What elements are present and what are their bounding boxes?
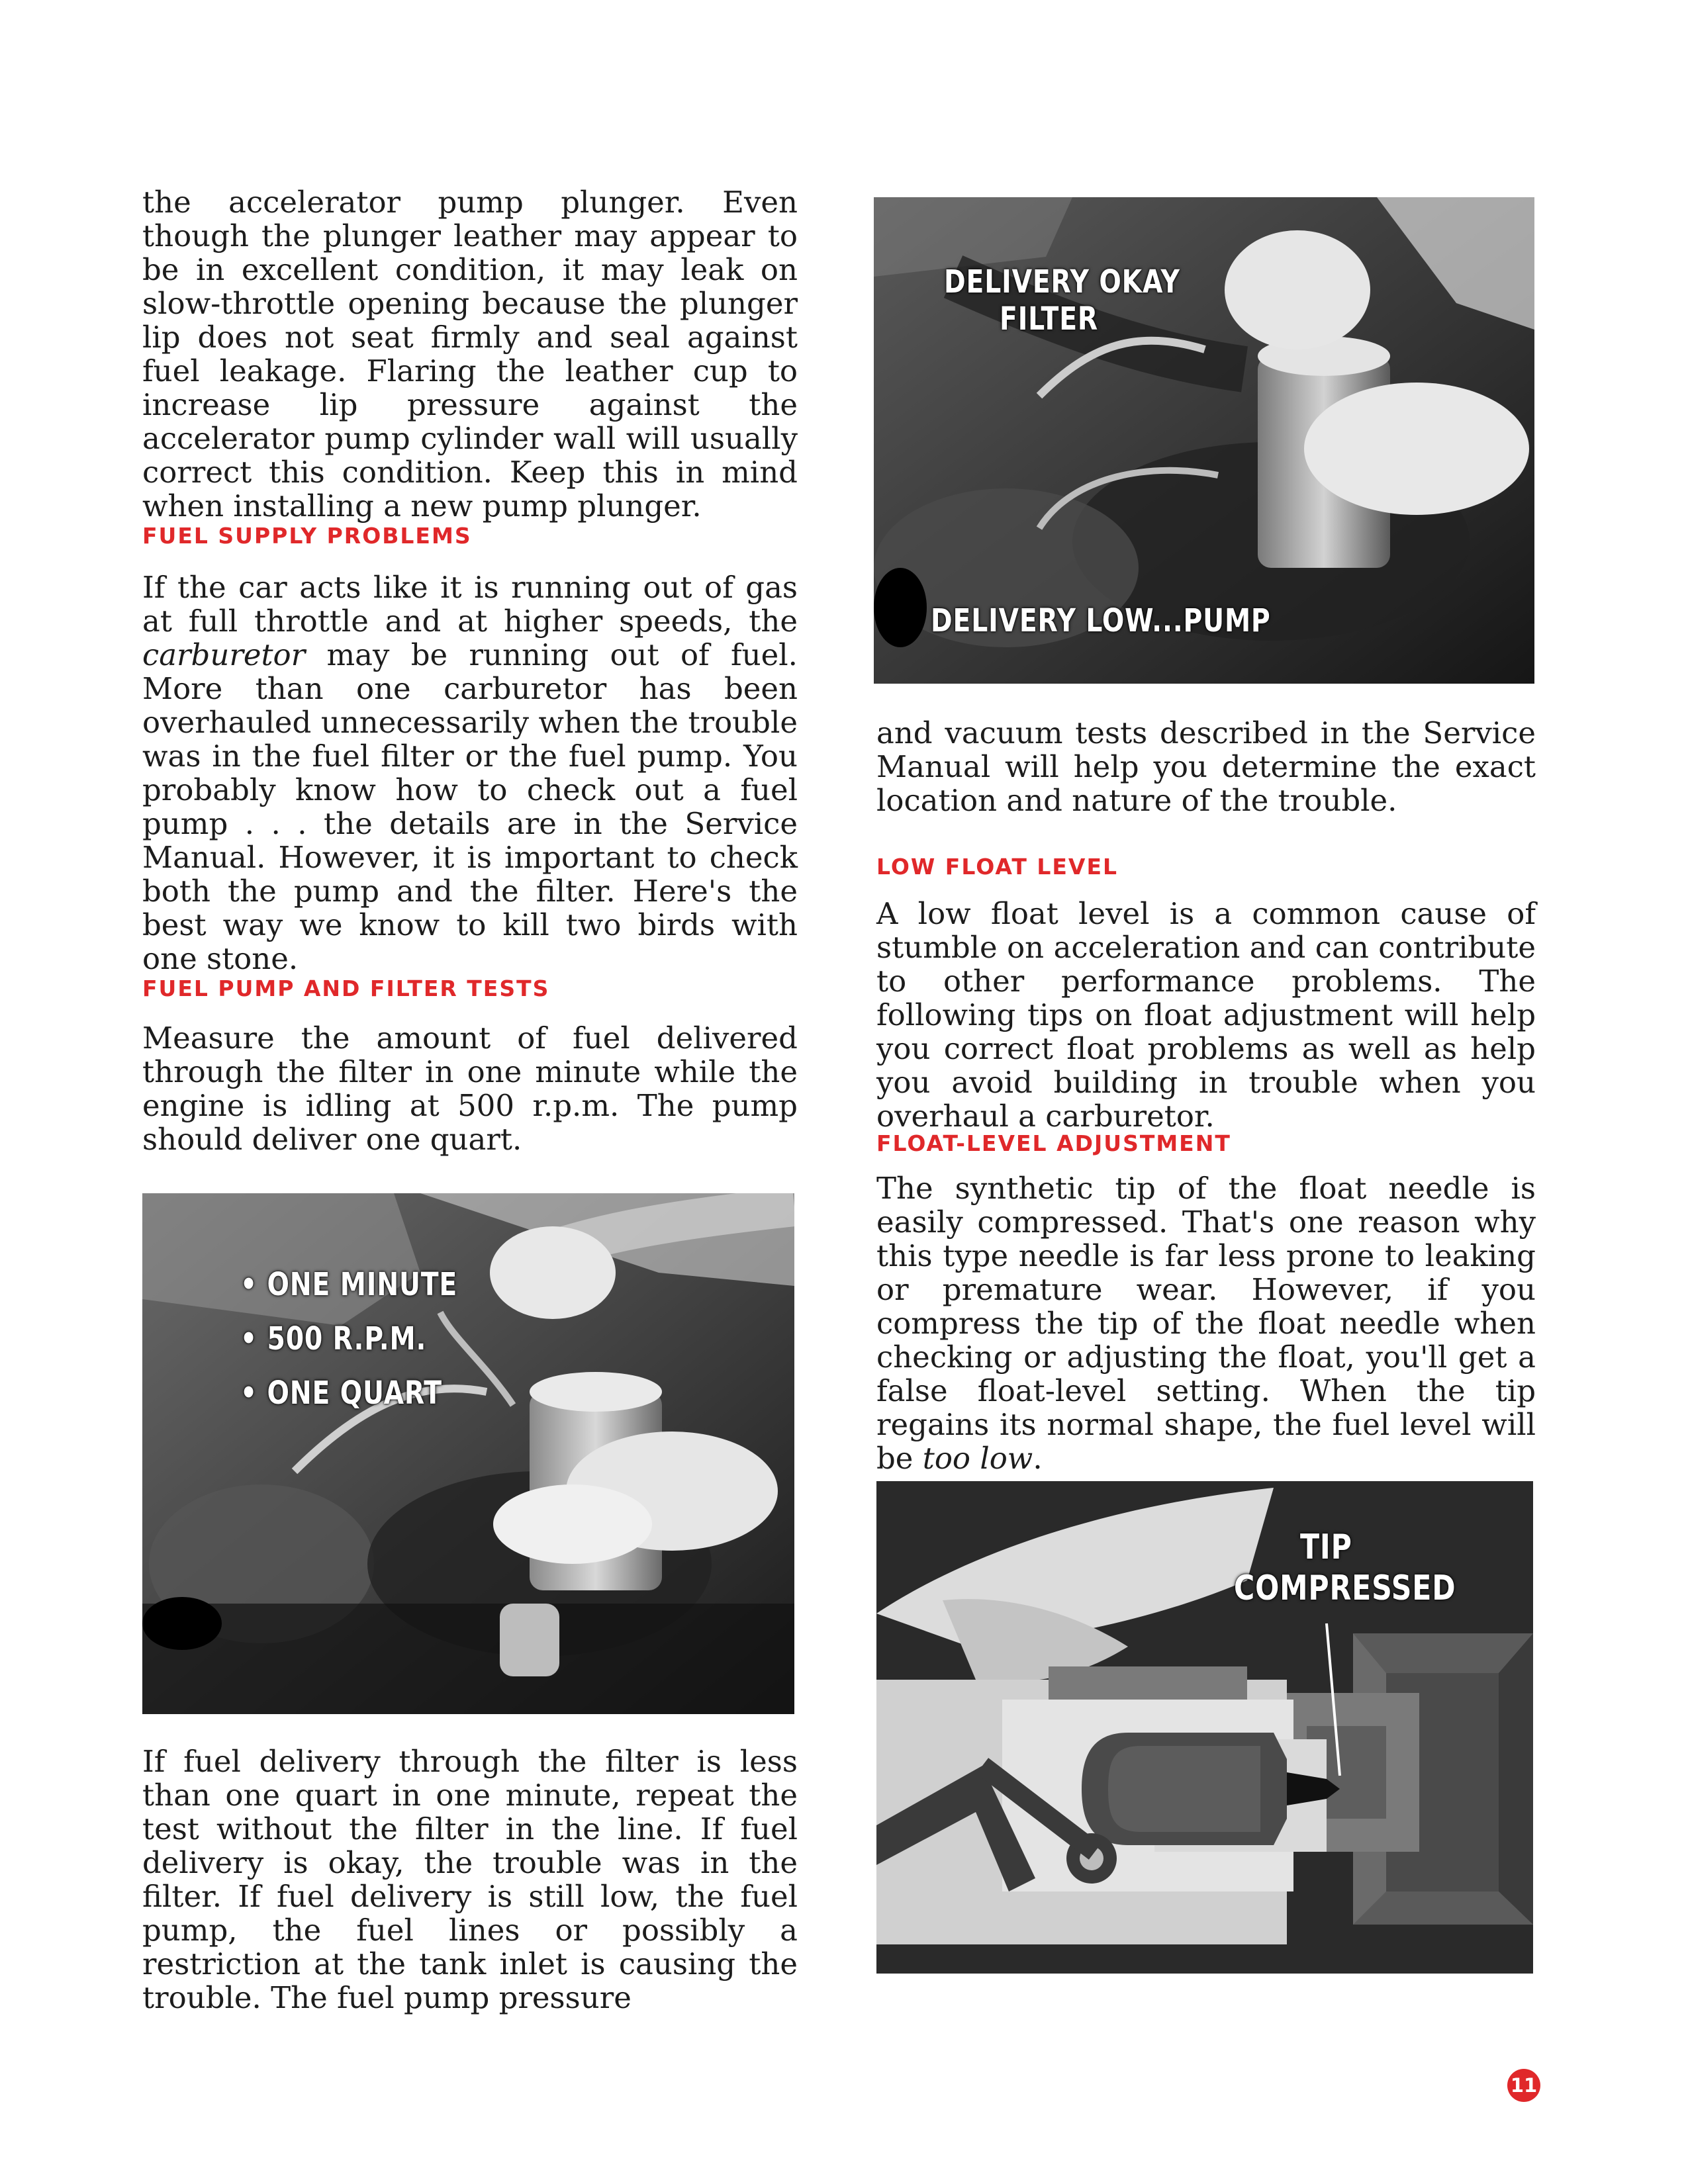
page-number: 11 [1507, 2069, 1540, 2102]
heading-fuel-pump-filter-tests: FUEL PUMP AND FILTER TESTS [142, 976, 550, 1001]
para-low-float: A low float level is a common cause of stumble on acceleration and can contribute to other performance problems. The following tips on float adjustment will help you correct float problems as well as help you avoid building in trouble when you overhaul a carburetor. [876, 896, 1536, 1134]
para-float-adjustment: The synthetic tip of the float needle is easily compressed. That's one reason why this type needle is far less prone to leaking or premature wear. However, if you compress the tip of the float needle when checking or adjusting the float, you'll get a false float-level setting. When the tip regains its normal shape, the fuel level will be too low. [876, 1171, 1536, 1476]
para-accelerator-pump: the accelerator pump plunger. Even though the plunger leather may appear to be in excellent condition, it may leak on slow-throttle opening because the plunger lip does not seat firmly and seal against fuel leakage. Flaring the leather cup to increase lip pressure against the accelerator pump cylinder wall will usually correct this condition. Keep this in mind when installing a new pump plunger. [142, 185, 798, 523]
heading-low-float-level: LOW FLOAT LEVEL [876, 854, 1119, 880]
caption-one-quart: • ONE QUART [240, 1375, 442, 1412]
caption-500-rpm: • 500 R.P.M. [240, 1320, 427, 1357]
heading-float-level-adjustment: FLOAT-LEVEL ADJUSTMENT [876, 1130, 1231, 1156]
caption-filter: FILTER [1000, 300, 1099, 338]
diagram-float-needle-tip [876, 1481, 1533, 1974]
para-fuel-supply: If the car acts like it is running out of gas at full throttle and at higher speeds, the carburetor may be running out of fuel. More than one carburetor has been overhauled unnecessarily when the trouble was in the fuel filter or the fuel pump. You probably know how to check out a fuel pump . . . the details are in the Service Manual. However, it is important to check both the pump and the filter. Here's the best way we know to kill two birds with one stone. [142, 570, 798, 976]
diagram-label-tip: TIP [1300, 1527, 1352, 1567]
float-needle-diagram [876, 1481, 1533, 1974]
para-fuel-delivery: If fuel delivery through the filter is less than one quart in one minute, repeat the test without the filter in the line. If fuel delivery is okay, the trouble was in the filter. If fuel delivery is still low, the fuel pump, the fuel lines or possibly a restriction at the tank inlet is causing the trouble. The fuel pump pressure [142, 1744, 798, 2015]
caption-delivery-low-pump: DELIVERY LOW...PUMP [931, 602, 1271, 639]
photo-fuel-pump-test [142, 1193, 794, 1714]
para-vacuum-tests: and vacuum tests described in the Service Manual will help you determine the exact location and nature of the trouble. [876, 715, 1536, 818]
heading-fuel-supply-problems: FUEL SUPPLY PROBLEMS [142, 523, 472, 549]
diagram-label-compressed: COMPRESSED [1234, 1569, 1456, 1608]
photo-delivery-filter-test [874, 197, 1534, 684]
caption-one-minute: • ONE MINUTE [240, 1266, 458, 1303]
caption-delivery-okay: DELIVERY OKAY [944, 263, 1180, 300]
para-fuel-tests: Measure the amount of fuel delivered through the filter in one minute while the engine is idling at 500 r.p.m. The pump should deliver one quart. [142, 1021, 798, 1157]
